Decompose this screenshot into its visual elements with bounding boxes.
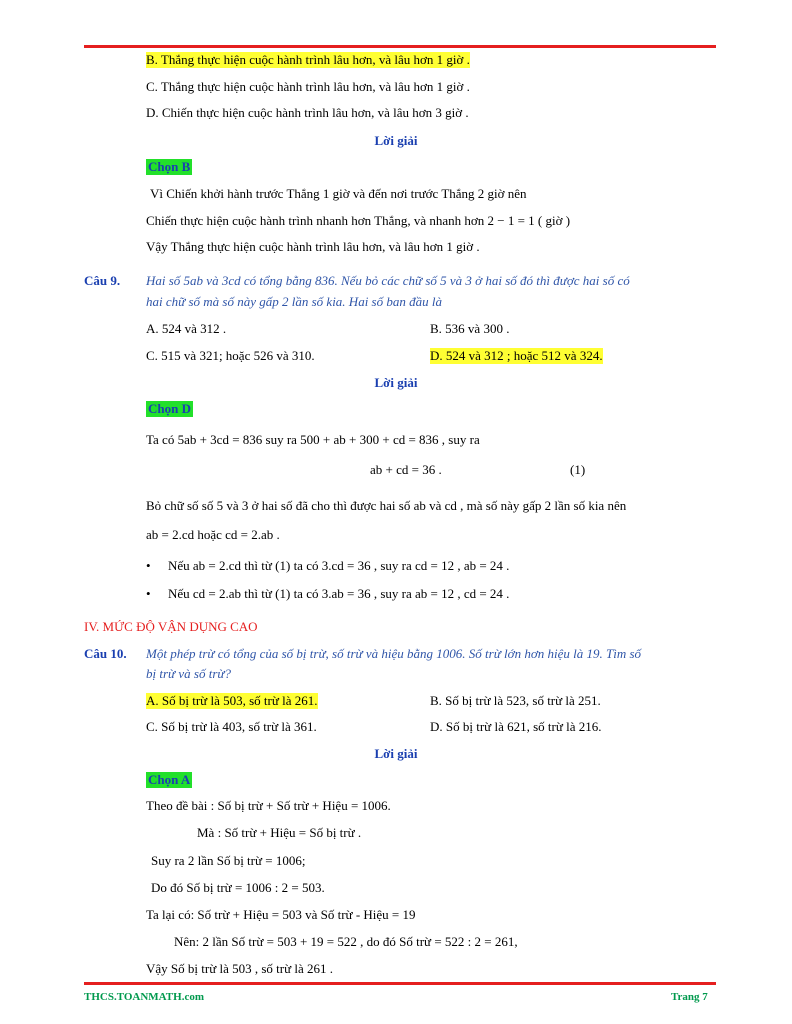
q10-option-a: A. Số bị trừ là 503, số trừ là 261. [146,693,318,708]
equation-number: (1) [570,462,586,477]
answer-choice-badge: Chọn A [148,772,191,787]
question-9-text: hai chữ số mà số này gấp 2 lần số kia. Hai số ban đầu là [146,294,442,309]
q9-option-d: D. 524 và 312 ; hoặc 512 và 324. [430,348,603,363]
question-10-label: Câu 10. [84,646,127,661]
question-9-label: Câu 9. [84,273,121,288]
footer-rule [84,982,716,985]
q10-option-c: C. Số bị trừ là 403, số trừ là 361. [146,719,317,734]
section-heading: IV. MỨC ĐỘ VẬN DỤNG CAO [84,619,258,634]
solution-line: ab = 2.cd hoặc cd = 2.ab . [146,527,280,542]
footer-page-number: Trang 7 [671,991,708,1003]
answer-choice-badge: Chọn D [148,401,191,416]
q10-option-d: D. Số bị trừ là 621, số trừ là 216. [430,719,602,734]
solution-line: Vậy Thắng thực hiện cuộc hành trình lâu hơn, và lâu hơn 1 giờ . [146,239,480,254]
solution-line: Ta lại có: Số trừ + Hiệu = 503 và Số trừ - Hiệu = 19 [146,907,416,922]
option-b-line: B. Thắng thực hiện cuộc hành trình lâu hơn, và lâu hơn 1 giờ . [146,52,470,67]
solution-heading: Lời giải [374,375,418,390]
question-10-text: bị trừ và số trừ? [146,666,231,681]
header-rule [84,45,716,48]
solution-line: Ta có 5ab + 3cd = 836 suy ra 500 + ab + 300 + cd = 836 , suy ra [146,432,480,447]
bullet-item: • Nếu ab = 2.cd thì từ (1) ta có 3.cd = 36 , suy ra cd = 12 , ab = 24 . [168,558,509,574]
question-10-text: Một phép trừ có tổng của số bị trừ, số trừ và hiệu bằng 1006. Số trừ lớn hơn hiệu là 19. Tìm số [146,646,642,661]
solution-line: Bỏ chữ số số 5 và 3 ở hai số đã cho thì được hai số ab và cd , mà số này gấp 2 lần số kia nên [146,498,627,513]
bullet-item: • Nếu cd = 2.ab thì từ (1) ta có 3.ab = 36 , suy ra ab = 12 , cd = 24 . [168,586,509,602]
solution-heading: Lời giải [374,133,418,148]
solution-line: Nên: 2 lần Số trừ = 503 + 19 = 522 , do đó Số trừ = 522 : 2 = 261, [174,934,518,949]
solution-line: Vì Chiến khởi hành trước Thắng 1 giờ và đến nơi trước Thắng 2 giờ nên [150,186,527,201]
solution-equation: ab + cd = 36 . [370,462,442,477]
option-c-line: C. Thắng thực hiện cuộc hành trình lâu hơn, và lâu hơn 1 giờ . [146,79,470,94]
solution-line: Do đó Số bị trừ = 1006 : 2 = 503. [151,880,325,895]
solution-line: Suy ra 2 lần Số bị trừ = 1006; [151,853,306,868]
solution-line: Vậy Số bị trừ là 503 , số trừ là 261 . [146,961,334,976]
q9-option-b: B. 536 và 300 . [430,321,510,336]
q10-option-b: B. Số bị trừ là 523, số trừ là 251. [430,693,601,708]
q9-option-c: C. 515 và 321; hoặc 526 và 310. [146,348,315,363]
solution-line: Chiến thực hiện cuộc hành trình nhanh hơn Thắng, và nhanh hơn 2 − 1 = 1 ( giờ ) [146,213,571,228]
footer-site[interactable]: THCS.TOANMATH.com [84,991,204,1003]
solution-line: Mà : Số trừ + Hiệu = Số bị trừ . [197,825,362,840]
question-9-text: Hai số 5ab và 3cd có tổng bằng 836. Nếu bỏ các chữ số 5 và 3 ở hai số đó thì được hai số có [146,273,630,288]
q9-option-a: A. 524 và 312 . [146,321,227,336]
option-d-line: D. Chiến thực hiện cuộc hành trình lâu hơn, và lâu hơn 3 giờ . [146,105,469,120]
solution-heading: Lời giải [374,746,418,761]
answer-choice-badge: Chọn B [148,159,191,174]
solution-line: Theo đề bài : Số bị trừ + Số trừ + Hiệu = 1006. [146,798,391,813]
